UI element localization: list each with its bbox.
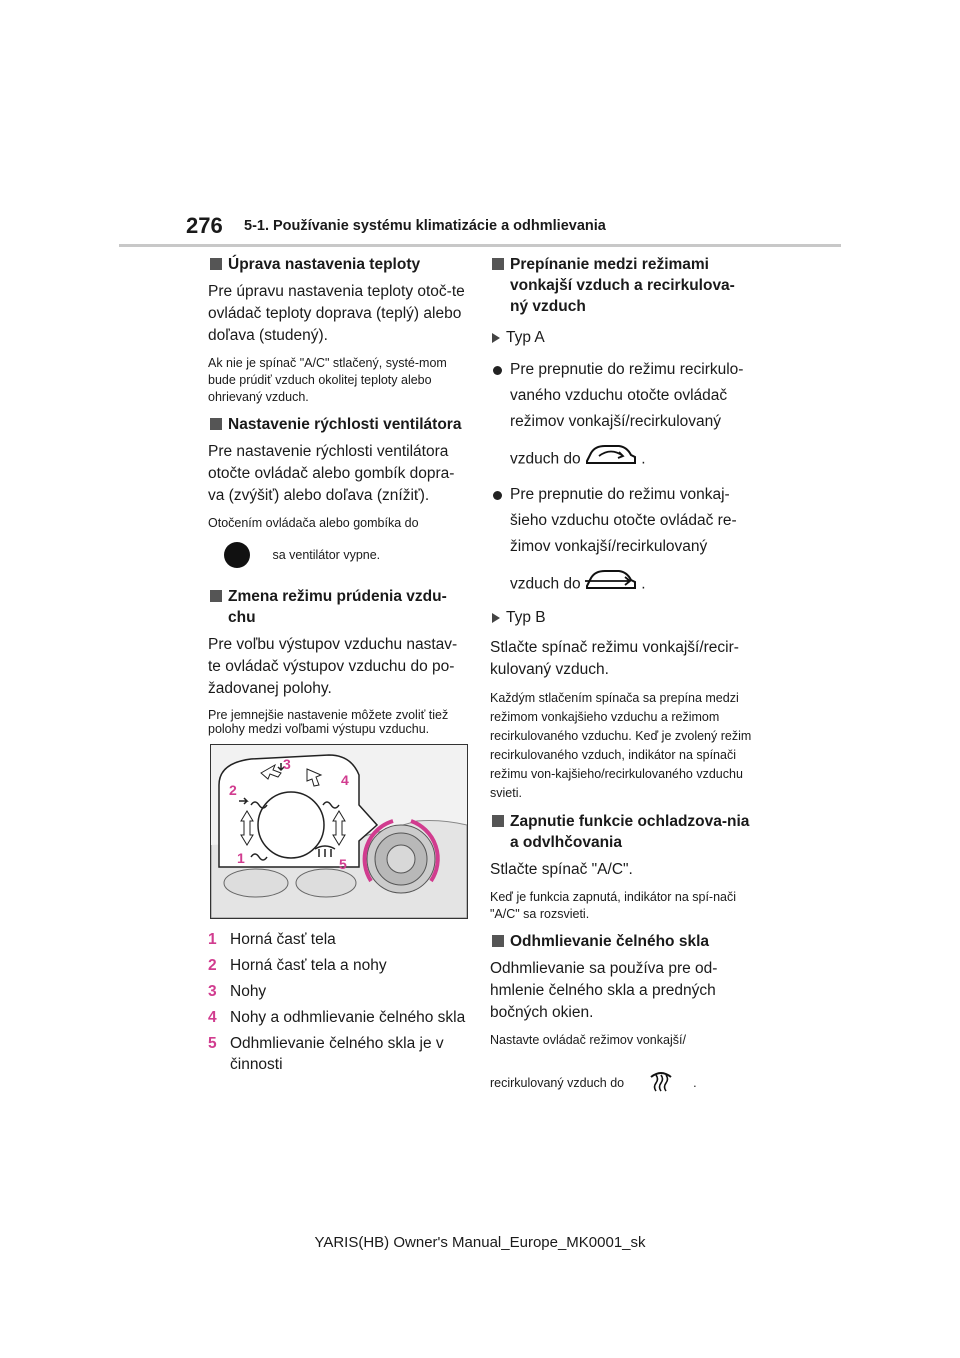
right-column xyxy=(490,254,752,1106)
note-fan-off: Otočením ovládača alebo gombíka do xyxy=(208,516,419,530)
heading-ac: Zapnutie funkcie ochladzova-nia a odvlhčovania xyxy=(490,811,752,853)
svg-text:1: 1 xyxy=(237,850,245,866)
heading-defog: Odhmlievanie čelného skla xyxy=(490,931,752,952)
note-ac: Keď je funkcia zapnutá, indikátor na spí-nači "A/C" sa rozsvieti. xyxy=(490,890,737,921)
svg-text:5: 5 xyxy=(339,856,347,872)
para-air-intake-switch: Stlačte spínač režimu vonkajší/recir-kulovaný vzduch. xyxy=(490,639,739,678)
para-fan-speed: Pre nastavenie rýchlosti ventilátora otočte ovládač alebo gombík dopra-va (zvýšiť) alebo doľava (znížiť). xyxy=(208,443,455,504)
para-temperature: Pre úpravu nastavenia teploty otoč-te ovládač teploty doprava (teplý) alebo doľava (studený). xyxy=(208,283,465,344)
footer-text: YARIS(HB) Owner's Manual_Europe_MK0001_sk xyxy=(314,1234,646,1251)
list-item: 1 Horná časť tela xyxy=(208,931,336,948)
off-dot-icon xyxy=(224,542,250,568)
airflow-dial-illustration xyxy=(211,745,467,918)
note-defog-end: recirkulovaný vzduch do . xyxy=(490,1069,752,1098)
list-item: 4 Nohy a odhmlievanie čelného skla xyxy=(208,1009,466,1026)
header-divider xyxy=(119,244,841,247)
recirculation-icon xyxy=(585,443,637,476)
para-ac: Stlačte spínač "A/C". xyxy=(490,861,633,878)
svg-text:3: 3 xyxy=(283,756,291,772)
list-item: 3 Nohy xyxy=(208,983,267,1000)
type-a-label: Typ A xyxy=(490,327,752,349)
left-column xyxy=(208,254,470,1080)
bullet-outside-air: Pre prepnutie do režimu vonkaj-šieho vzduchu otočte ovládač re-žimov vonkajší/recirkulovaný vzduch do . xyxy=(490,482,752,601)
note-temperature: Ak nie je spínač "A/C" stlačený, systé-mom bude prúdiť vzduch okolitej teploty alebo ohrievaný vzduch. xyxy=(208,356,447,404)
outside-air-icon xyxy=(585,568,637,601)
svg-text:2: 2 xyxy=(229,782,237,798)
heading-airflow-mode: Zmena režimu prúdenia vzdu-chu xyxy=(208,586,470,628)
para-airflow-mode: Pre voľbu výstupov vzduchu nastav-te ovládač výstupov vzduchu do po-žadovanej polohy. xyxy=(208,636,458,697)
type-b-label: Typ B xyxy=(490,607,752,629)
list-item: 5 Odhmlievanie čelného skla je v činnosti xyxy=(208,1035,444,1073)
note-fan-off-end: sa ventilátor vypne. xyxy=(272,548,381,562)
page-number: 276 xyxy=(186,213,223,238)
airflow-dial-figure xyxy=(210,744,468,919)
note-defog: Nastavte ovládač režimov vonkajší/ xyxy=(490,1033,686,1047)
para-defog: Odhmlievanie sa používa pre od-hmlenie čelného skla a predných bočných okien. xyxy=(490,960,718,1021)
heading-fan-speed: Nastavenie rýchlosti ventilátora xyxy=(208,414,470,435)
defroster-icon xyxy=(648,1069,674,1098)
note-air-intake-switch: Každým stlačením spínača sa prepína medzi režimom vonkajšieho vzduchu a režimom recirkulovaného vzduchu. Keď je zvolený režim recirkulovaného vzduch, indikátor na spínači režimu von-kajšieho/recirkulovaného vzduchu svieti. xyxy=(490,691,752,800)
svg-text:4: 4 xyxy=(341,772,349,788)
heading-temperature: Úprava nastavenia teploty xyxy=(208,254,470,275)
heading-air-intake: Prepínanie medzi režimami vonkajší vzduch a recirkulova-ný vzduch xyxy=(490,254,752,317)
fan-off-line xyxy=(224,542,470,572)
list-item: 2 Horná časť tela a nohy xyxy=(208,957,387,974)
bullet-recirculation: Pre prepnutie do režimu recirkulo-vaného vzduchu otočte ovládač režimov vonkajší/recirkulovaný vzduch do . xyxy=(490,357,752,476)
chapter-title: 5-1. Používanie systému klimatizácie a odhmlievania xyxy=(244,218,606,234)
note-airflow-mode: Pre jemnejšie nastavenie môžete zvoliť tiež polohy medzi voľbami výstupu vzduchu. xyxy=(208,708,449,736)
